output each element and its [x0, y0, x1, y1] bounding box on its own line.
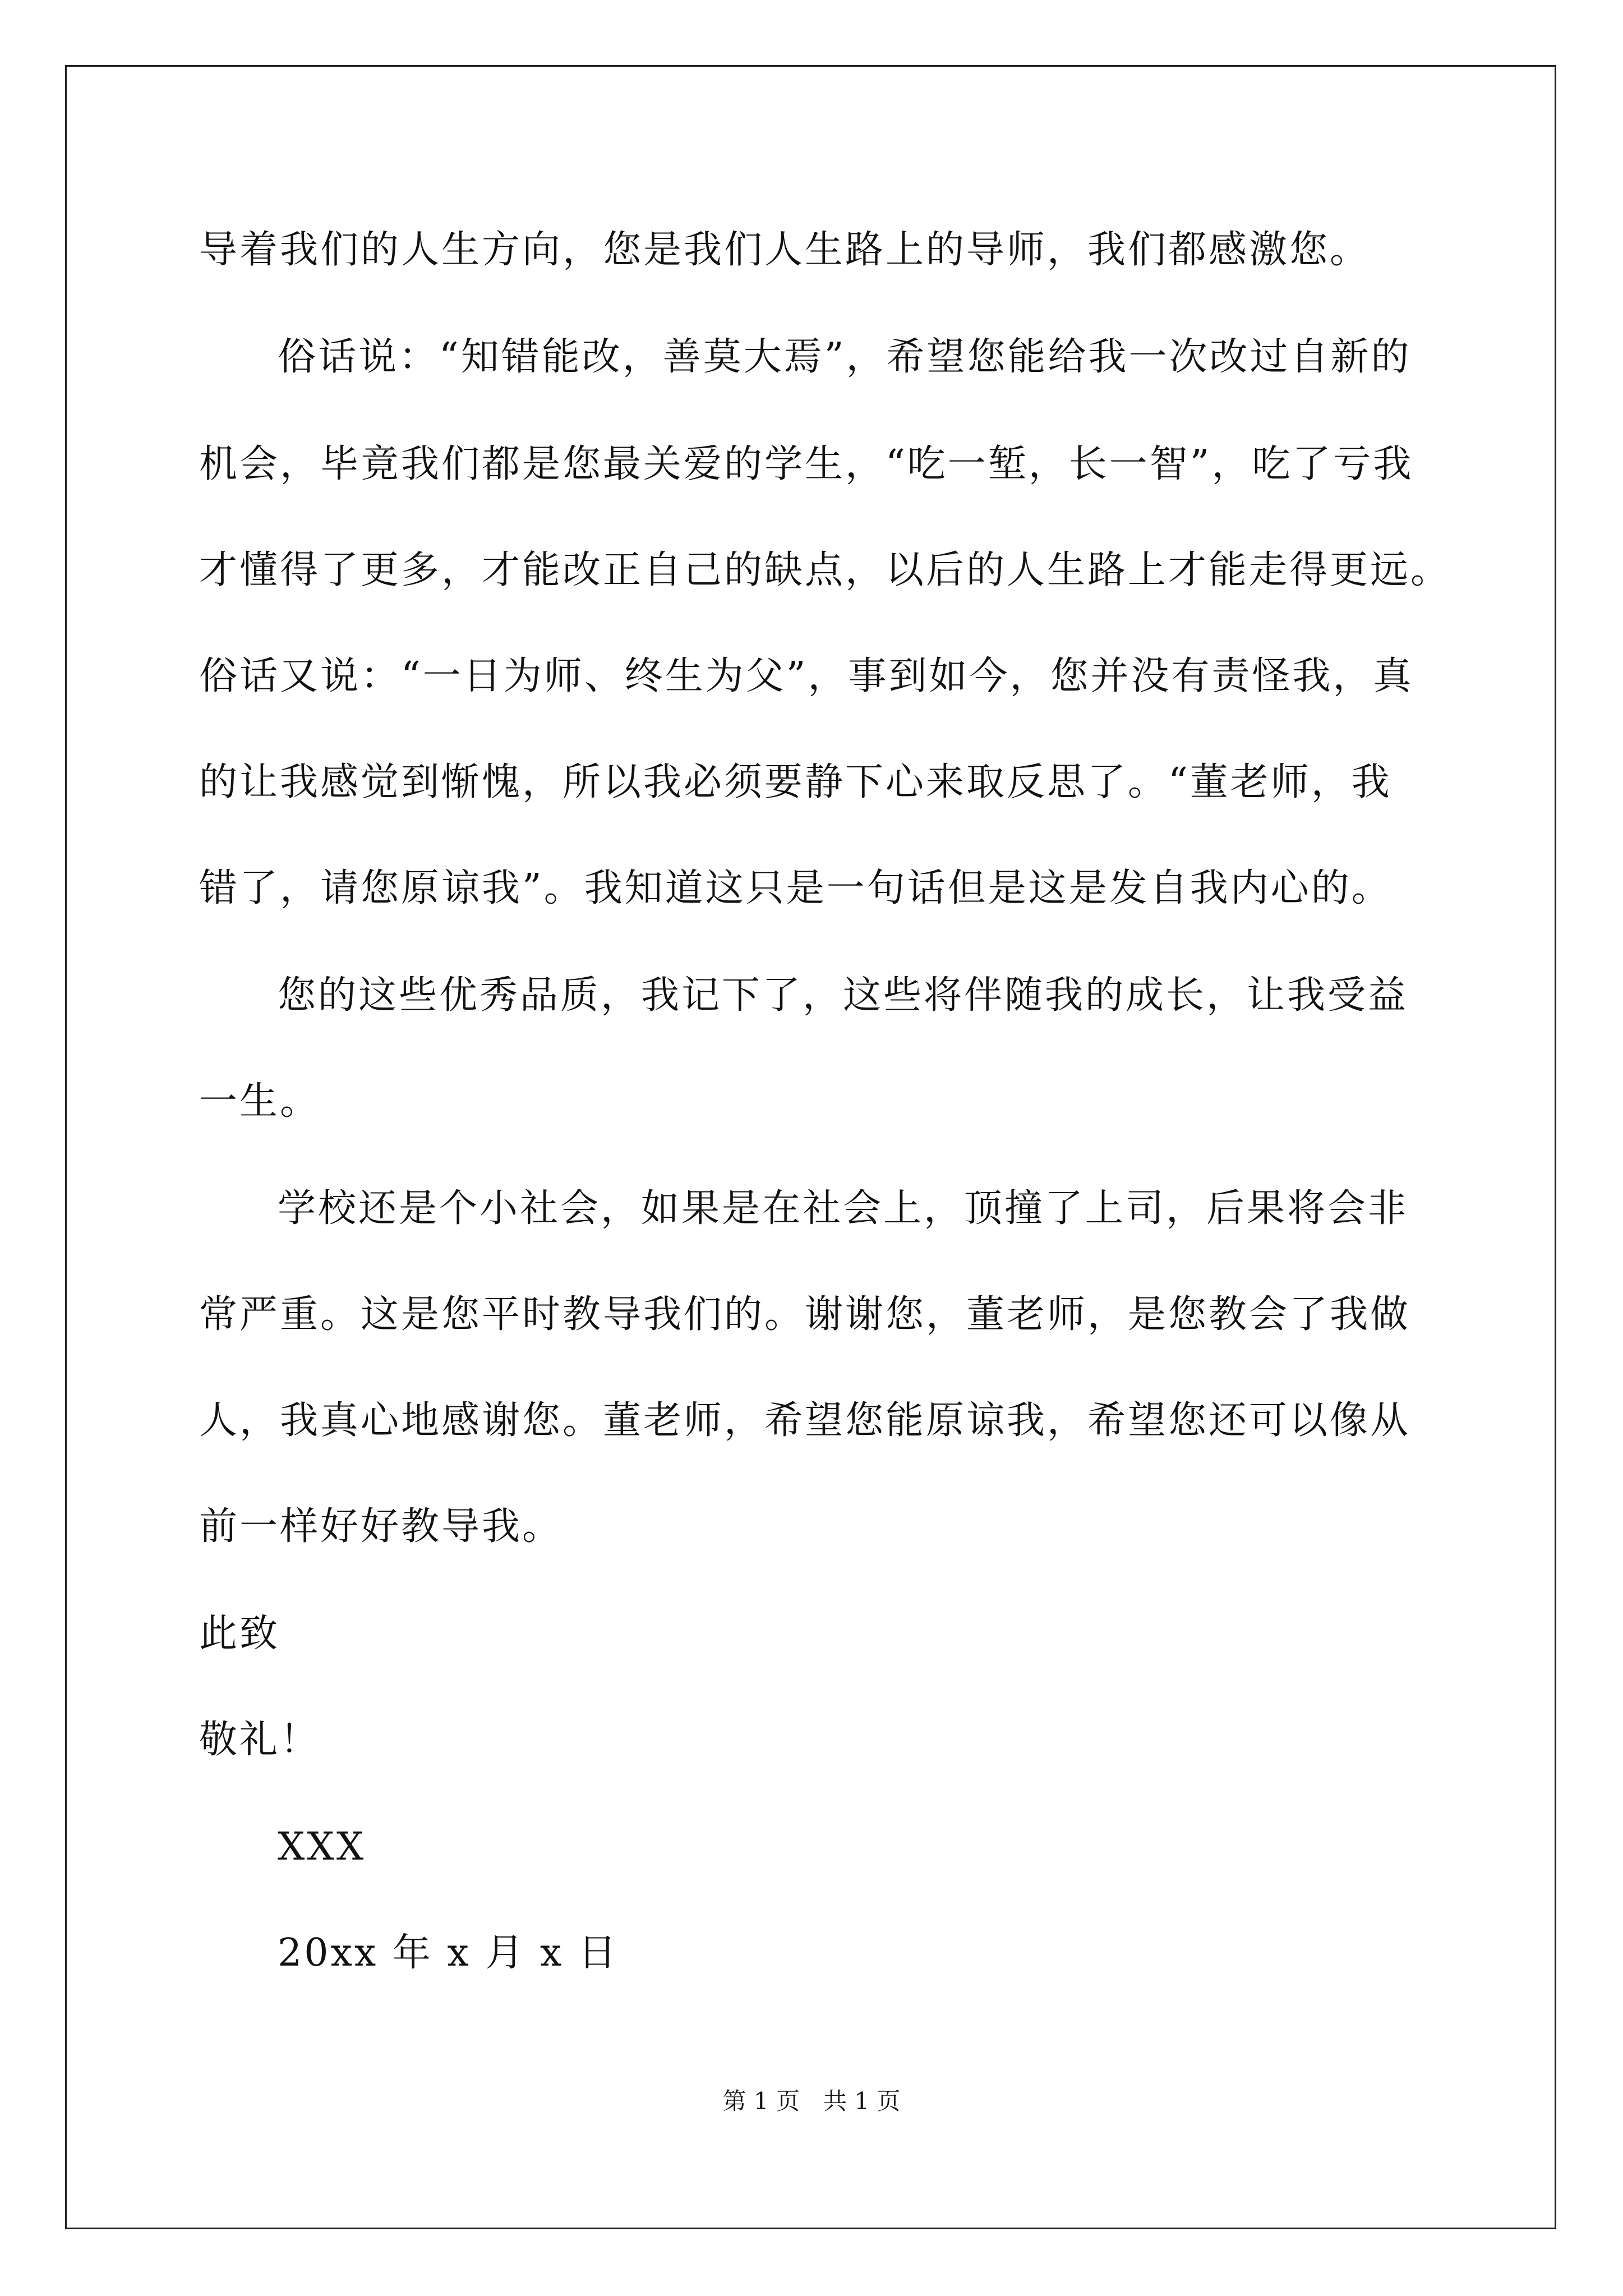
text-line: 人，我真心地感谢您。董老师，希望您能原谅我，希望您还可以像从: [199, 1398, 1411, 1443]
text-line: 常严重。这是您平时教导我们的。谢谢您，董老师，是您教会了我做: [199, 1292, 1411, 1337]
page-number: 第 1 页 共 1 页: [722, 2087, 901, 2115]
text-line: 一生。: [199, 1079, 321, 1124]
text-line: 导着我们的人生方向，您是我们人生路上的导师，我们都感激您。: [199, 228, 1371, 272]
closing-regards: 敬礼！: [199, 1718, 321, 1762]
text-line: 您的这些优秀品质，我记下了，这些将伴随我的成长，让我受益: [278, 973, 1409, 1018]
text-line: 俗话又说：“一日为师、终生为父”，事到如今，您并没有责怪我，真: [199, 654, 1414, 698]
text-line: 机会，毕竟我们都是您最关爱的学生，“吃一堑，长一智”，吃了亏我: [199, 442, 1414, 486]
text-line: 错了，请您原谅我”。我知道这只是一句话但是这是发自我内心的。: [199, 866, 1392, 910]
text-line: 前一样好好教导我。: [199, 1504, 563, 1549]
page-border: [65, 65, 1556, 2229]
text-line: 才懂得了更多，才能改正自己的缺点，以后的人生路上才能走得更远。: [199, 548, 1451, 592]
signature: XXX: [278, 1825, 366, 1869]
text-line: 俗话说：“知错能改，善莫大焉”，希望您能给我一次改过自新的: [278, 335, 1412, 379]
text-line: 的让我感觉到惭愧，所以我必须要静下心来取反思了。“董老师，我: [199, 760, 1392, 804]
letter-date: 20xx 年 x 月 x 日: [278, 1931, 619, 1975]
text-line: 学校还是个小社会，如果是在社会上，顶撞了上司，后果将会非: [278, 1186, 1409, 1231]
closing-salutation: 此致: [199, 1612, 280, 1656]
